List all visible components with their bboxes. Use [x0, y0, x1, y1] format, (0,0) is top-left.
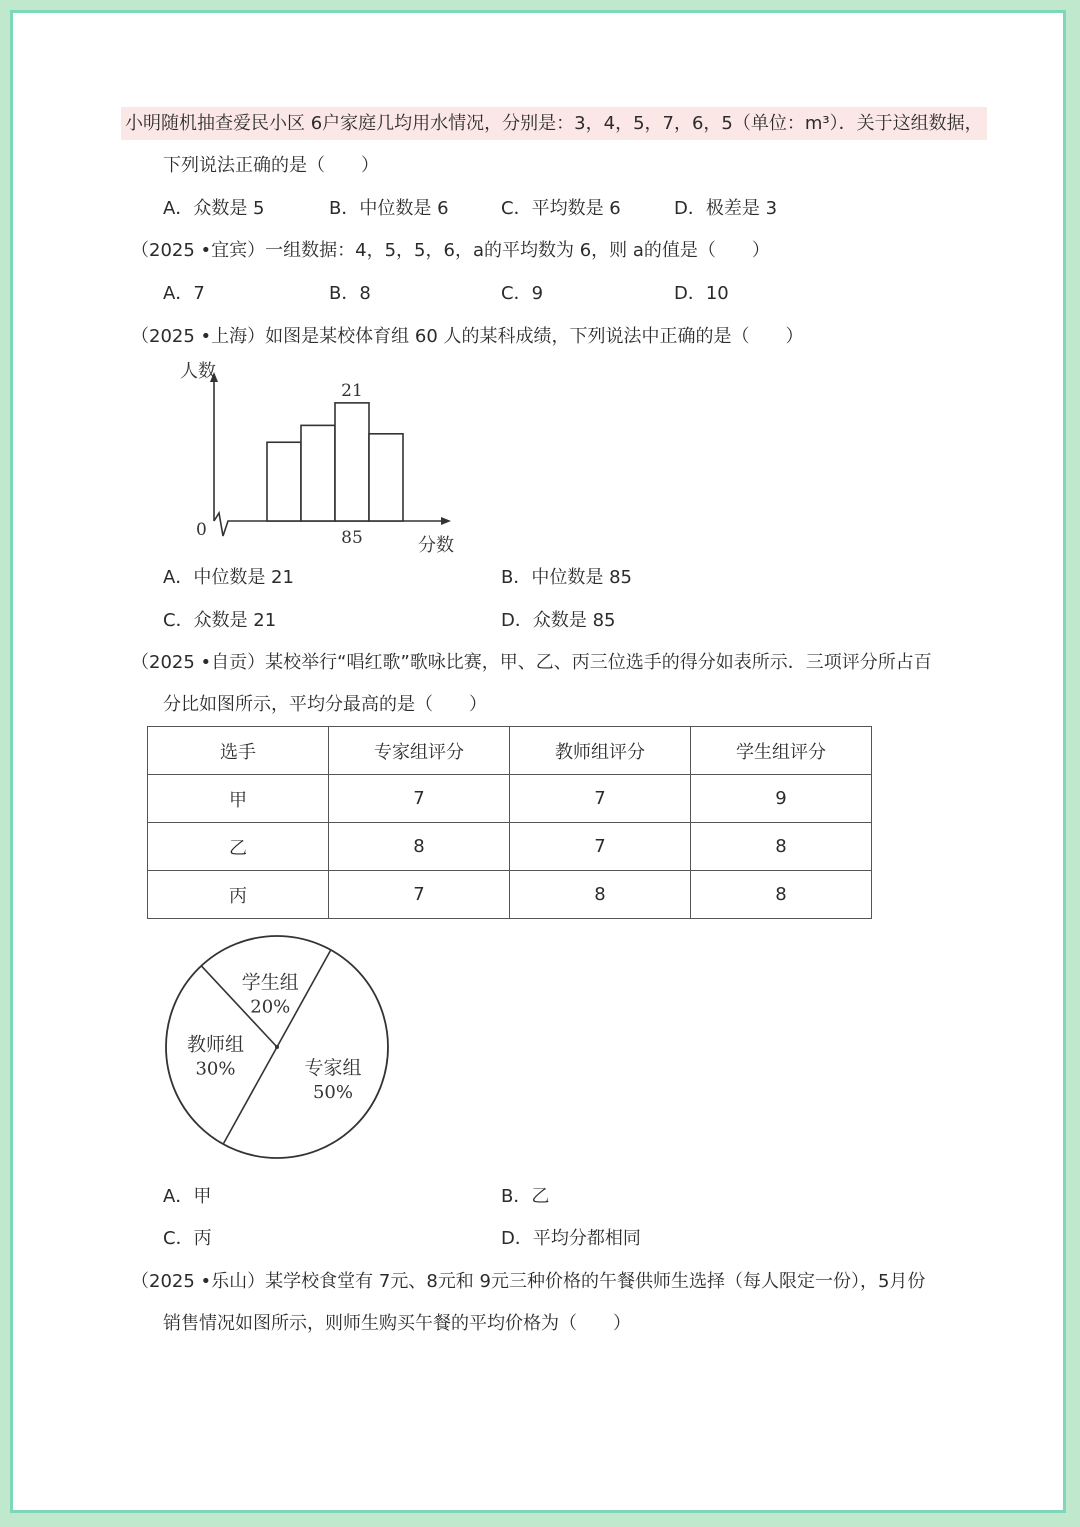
table-row	[148, 775, 872, 823]
histogram-bar	[369, 434, 403, 521]
histogram-bar	[335, 403, 369, 521]
q1-option-b[interactable]: B．中位数是 6	[329, 198, 449, 219]
q3-text: （2025 •上海）如图是某校体育组 60 人的某科成绩，下列说法中正确的是（ ）	[131, 326, 804, 347]
histogram-bar	[267, 442, 301, 521]
q2-option-b[interactable]: B．8	[329, 283, 371, 304]
pie-slice-percent-label: 50%	[312, 1082, 353, 1104]
table-cell: 7	[510, 775, 691, 823]
x-axis-label: 分数	[418, 535, 454, 556]
histogram-bar	[301, 425, 335, 521]
table-cell: 8	[329, 823, 510, 871]
table-header-cell: 教师组评分	[510, 727, 691, 775]
q3-option-a[interactable]: A．中位数是 21	[163, 567, 294, 588]
pie-slice-percent-label: 20%	[250, 996, 291, 1018]
q5-text-line2: 销售情况如图所示，则师生购买午餐的平均价格为（ ）	[163, 1313, 631, 1334]
table-cell: 7	[510, 823, 691, 871]
q1-option-c[interactable]: C．平均数是 6	[501, 198, 621, 219]
q3-option-d[interactable]: D．众数是 85	[501, 610, 616, 631]
pie-slice-category-label: 专家组	[304, 1057, 362, 1080]
table-cell: 丙	[148, 871, 329, 919]
y-axis-label: 人数	[180, 361, 216, 382]
histogram-bars	[267, 403, 403, 521]
q1-option-d[interactable]: D．极差是 3	[674, 198, 778, 219]
table-cell: 8	[691, 823, 872, 871]
q3-option-c[interactable]: C．众数是 21	[163, 610, 277, 631]
table-cell: 7	[329, 775, 510, 823]
q1-highlight: 小明随机抽查爱民小区 6户家庭几均用水情况，分别是：3，4，5，7，6，5（单位：m³）．关于这组数据，	[121, 107, 987, 140]
q3-option-b[interactable]: B．中位数是 85	[501, 567, 632, 588]
q4-option-c[interactable]: C．丙	[163, 1228, 212, 1249]
table-header-row	[148, 727, 872, 775]
q2-option-c[interactable]: C．9	[501, 283, 544, 304]
worksheet-page	[16, 16, 1062, 1510]
table-cell: 甲	[148, 775, 329, 823]
q4-option-b[interactable]: B．乙	[501, 1186, 550, 1207]
table-cell: 8	[691, 871, 872, 919]
q4-text-line2: 分比如图所示，平均分最高的是（ ）	[163, 694, 487, 715]
q5-text-line1: （2025 •乐山）某学校食堂有 7元、8元和 9元三种价格的午餐供师生选择（每人限定一份），5月份	[131, 1271, 926, 1292]
q2-option-d[interactable]: D．10	[674, 283, 729, 304]
pie-slice-category-label: 学生组	[241, 971, 299, 994]
table-cell: 9	[691, 775, 872, 823]
q1-option-a[interactable]: A．众数是 5	[163, 198, 265, 219]
table-row	[148, 823, 872, 871]
q1-text-line2: 下列说法正确的是（ ）	[163, 155, 379, 176]
q4-option-a[interactable]: A．甲	[163, 1186, 212, 1207]
q2-option-a[interactable]: A．7	[163, 283, 205, 304]
bar-data-label: 21	[341, 380, 363, 401]
pie-center-dot	[275, 1045, 279, 1049]
table-cell: 7	[329, 871, 510, 919]
q4-text-line1: （2025 •自贡）某校举行“唱红歌”歌咏比赛，甲、乙、丙三位选手的得分如表所示．三项评分所占百	[131, 652, 932, 673]
q2-text: （2025 •宜宾）一组数据：4，5，5，6，a的平均数为 6，则 a的值是（ ）	[131, 240, 770, 261]
table-cell: 乙	[148, 823, 329, 871]
pie-slice-percent-label: 30%	[195, 1058, 236, 1080]
origin-label: 0	[196, 520, 207, 540]
table-header-cell: 学生组评分	[691, 727, 872, 775]
q4-option-d[interactable]: D．平均分都相同	[501, 1228, 641, 1249]
histogram-chart	[156, 356, 466, 566]
pie-chart	[162, 932, 396, 1166]
q1-text-line1	[121, 112, 987, 136]
pie-slice-category-label: 教师组	[186, 1033, 244, 1056]
table-header-cell: 专家组评分	[329, 727, 510, 775]
table-cell: 8	[510, 871, 691, 919]
x-tick-label: 85	[341, 528, 363, 548]
score-table	[147, 726, 872, 919]
table-row	[148, 871, 872, 919]
table-header-cell: 选手	[148, 727, 329, 775]
x-axis-arrow	[441, 517, 451, 525]
